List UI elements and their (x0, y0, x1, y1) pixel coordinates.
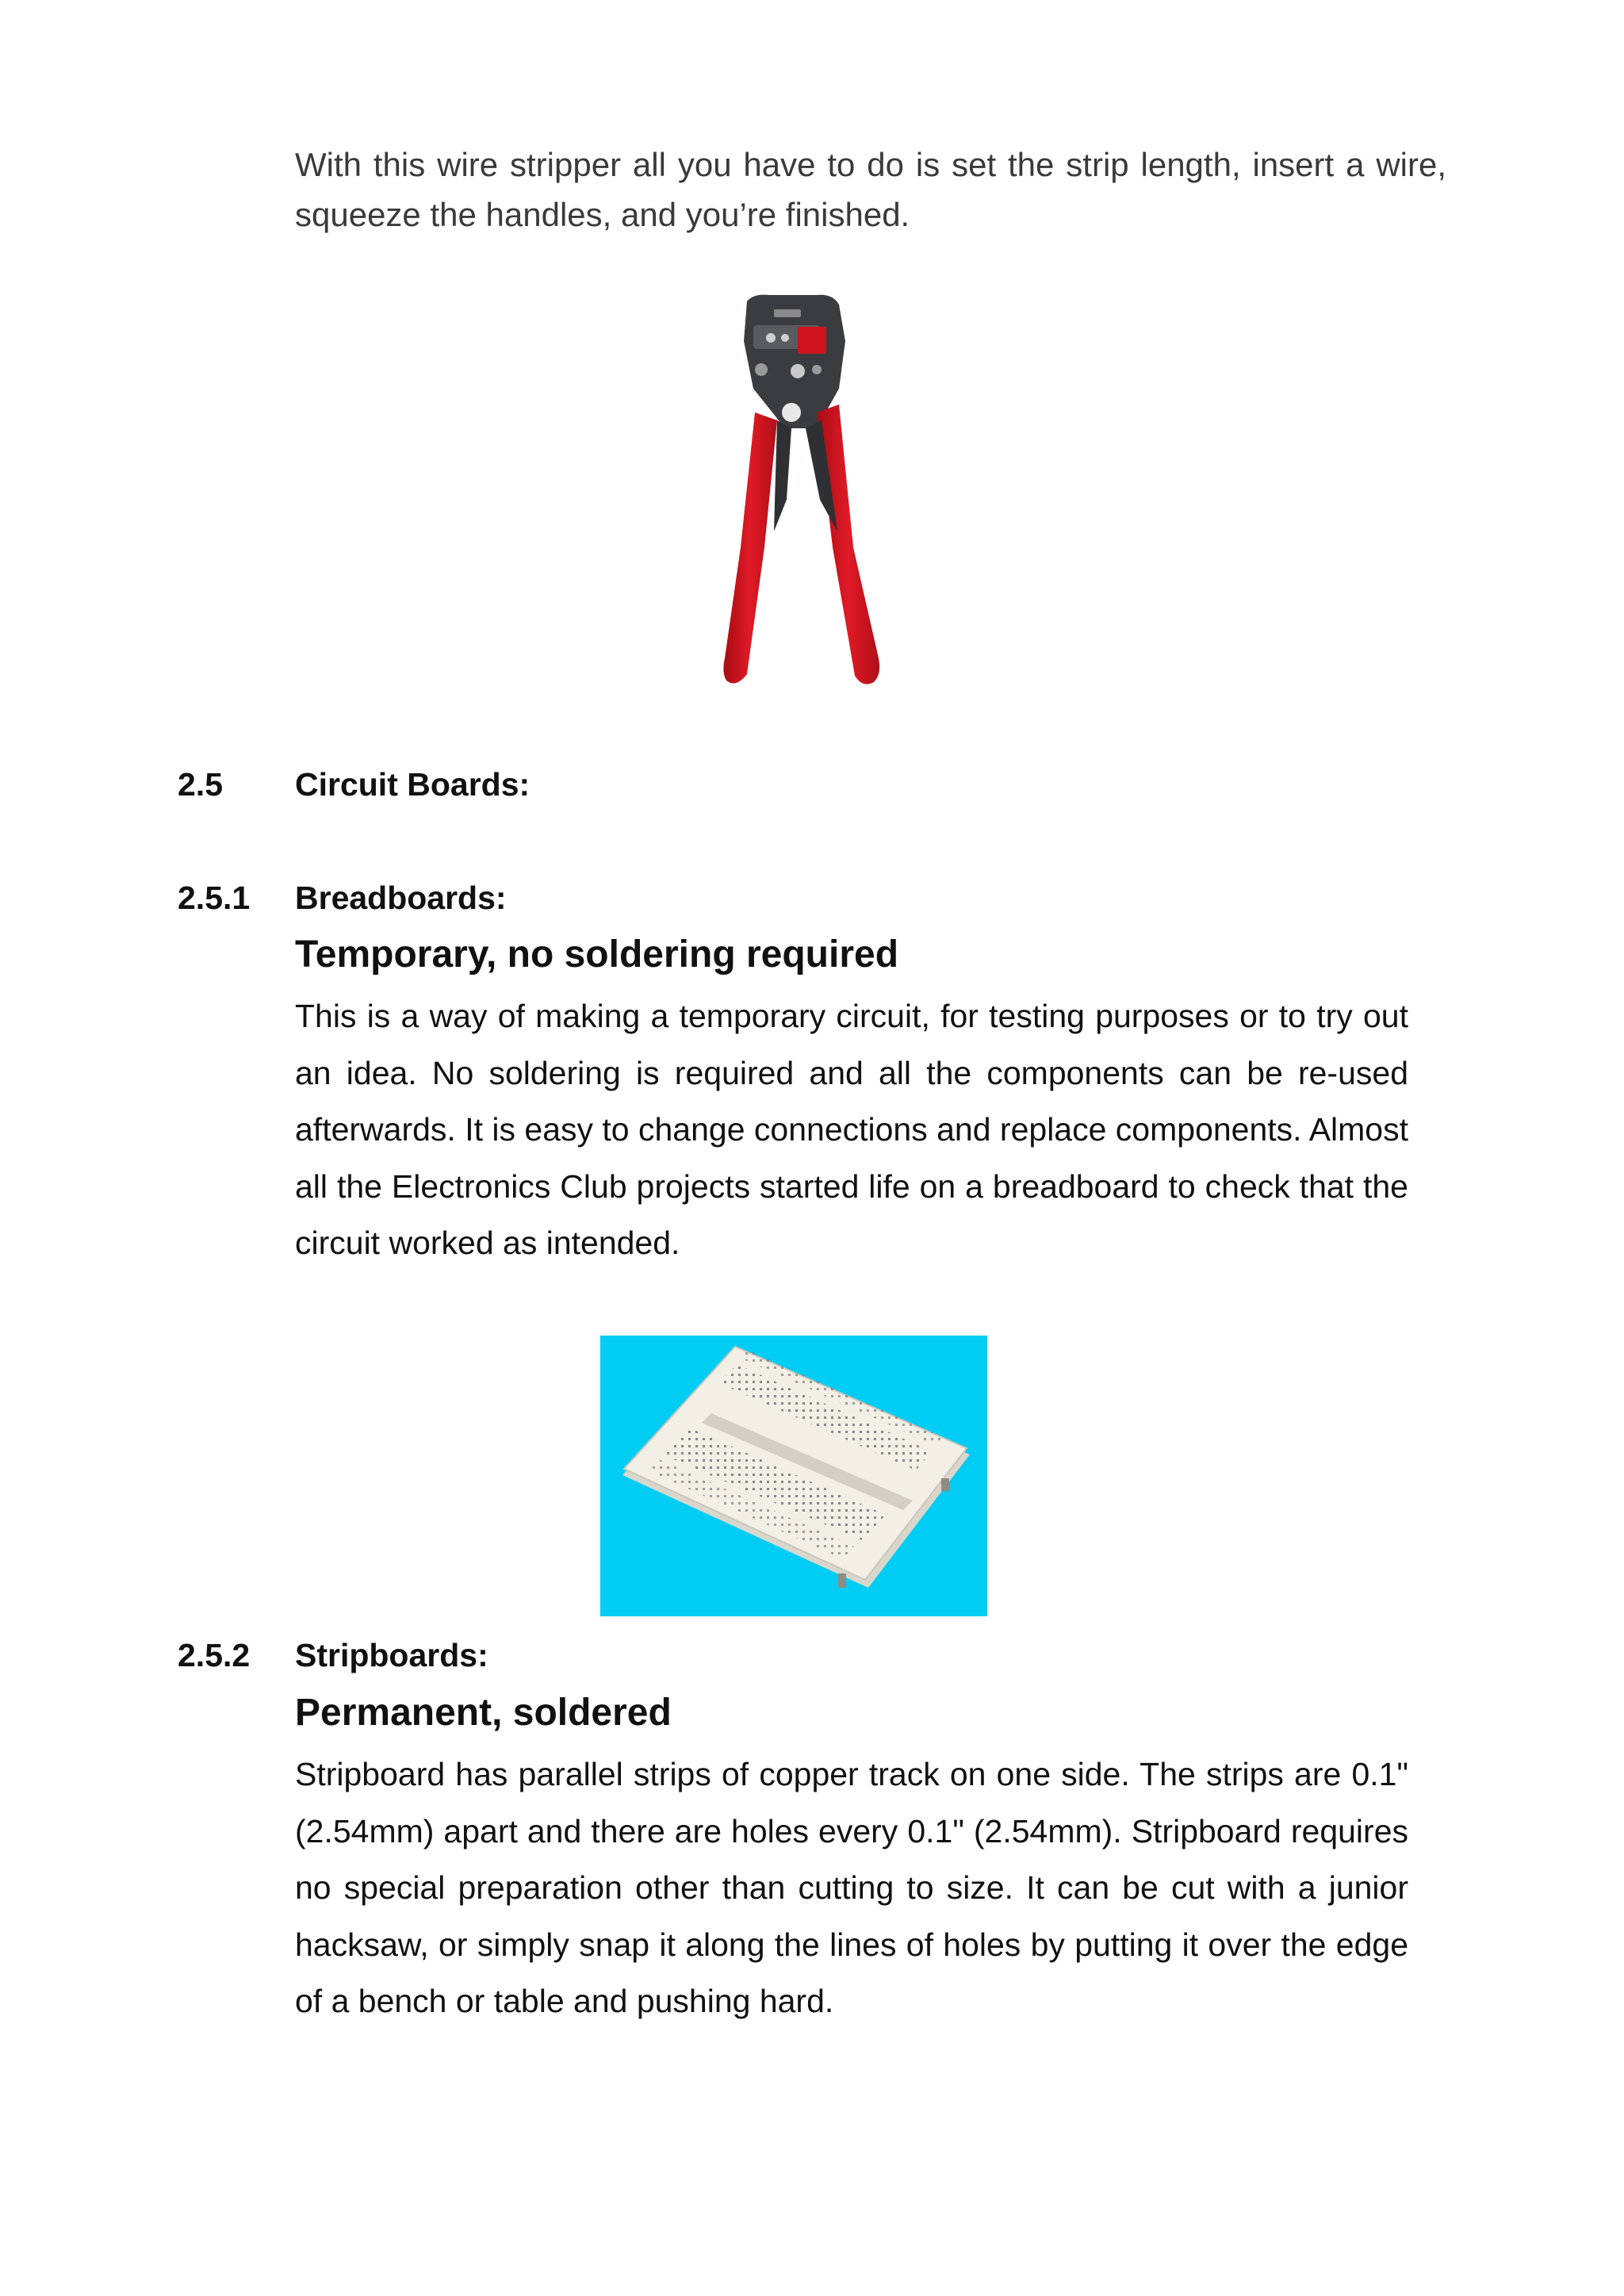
section-number: 2.5 (178, 766, 223, 803)
breadboard-paragraph: This is a way of making a temporary circuit, for testing purposes or to try out an idea. No soldering is required and all the components can be re-used afterwards. It is easy to change connections and replace components. Almost all the Electronics Club projects started life on a breadboard to check that the circuit worked as intended. (295, 998, 1408, 1261)
breadboard-image (600, 1336, 987, 1616)
subsection-title: Stripboards: (295, 1637, 488, 1673)
subsection-title: Breadboards: (295, 880, 507, 916)
section-title: Circuit Boards: (295, 766, 530, 803)
intro-paragraph: With this wire stripper all you have to do is set the strip length, insert a wire, squeeze the handles, and you’re finished. (295, 146, 1446, 233)
subsection-subtitle: Temporary, no soldering required (295, 933, 899, 976)
subsection-number: 2.5.1 (178, 880, 251, 916)
stripboard-paragraph: Stripboard has parallel strips of copper track on one side. The strips are 0.1" (2.54mm) apart and there are holes every 0.1" (2.54mm). Stripboard requires no special preparation other than cutting to size. It can be cut with a junior hacksaw, or simply snap it along the lines of holes by putting it over the edge of a bench or table and pushing hard. (295, 1756, 1408, 2019)
subsection-number: 2.5.2 (178, 1637, 251, 1673)
wire-stripper-image (698, 293, 904, 690)
subsection-subtitle: Permanent, soldered (295, 1692, 672, 1734)
